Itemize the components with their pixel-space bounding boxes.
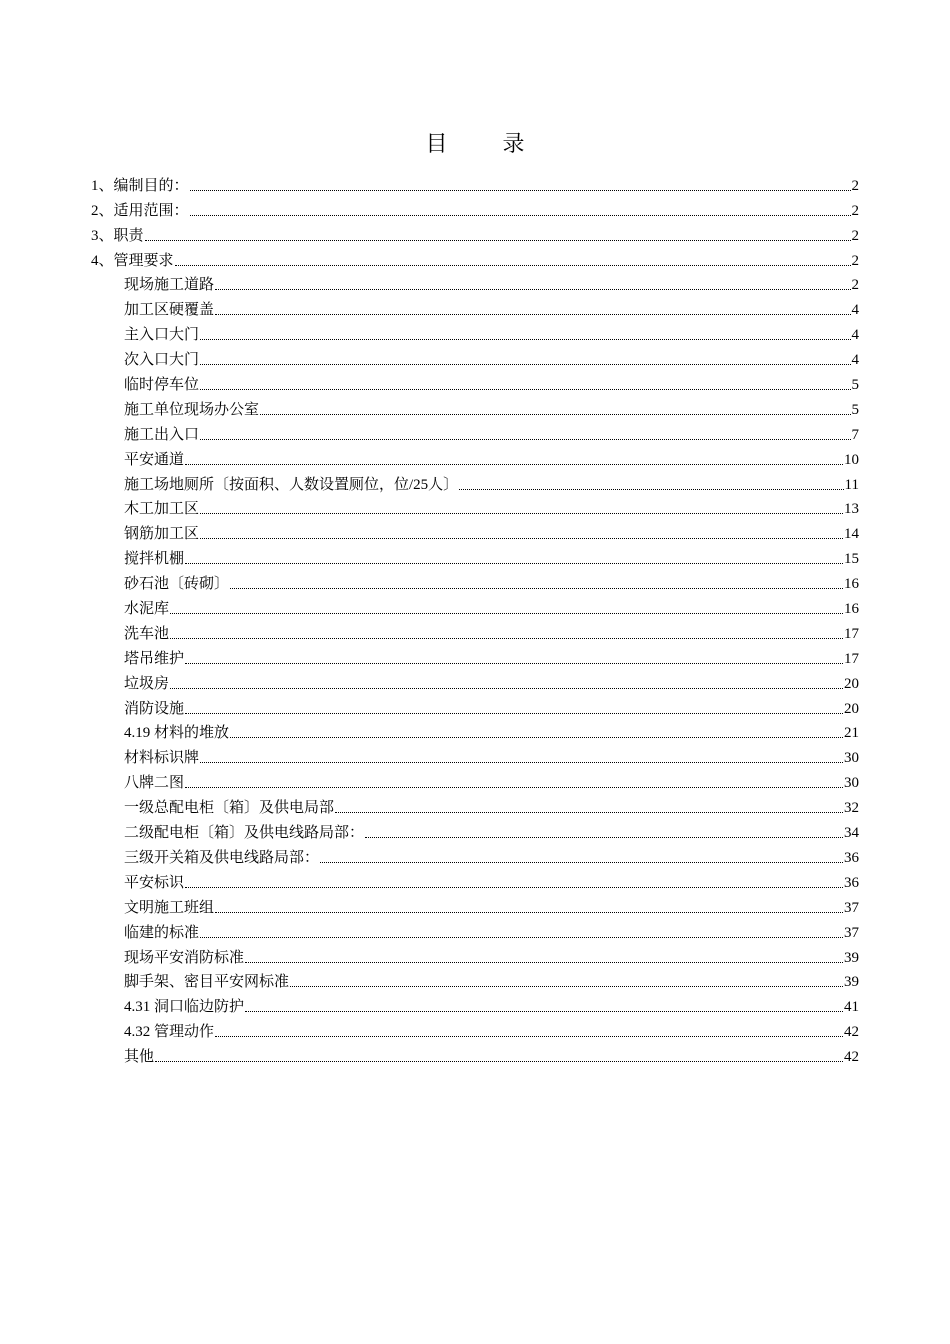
toc-entry-page-number: 2: [851, 252, 859, 269]
toc-dot-leader: [175, 265, 851, 266]
toc-entry-page-number: 2: [851, 177, 859, 194]
toc-entry-label: 施工场地厕所〔按面积、人数设置厕位，位/25人〕: [124, 476, 459, 493]
toc-dot-leader: [320, 862, 843, 863]
toc-entry-page-number: 30: [844, 750, 859, 767]
toc-entry[interactable]: [91, 395, 859, 420]
toc-dot-leader: [145, 240, 851, 241]
toc-entry-page-number: 30: [844, 775, 859, 792]
toc-dot-leader: [190, 190, 851, 191]
toc-dot-leader: [200, 389, 850, 390]
toc-entry-page-number: 5: [851, 377, 859, 394]
toc-entry[interactable]: [91, 221, 859, 246]
toc-dot-leader: [185, 713, 843, 714]
toc-entry[interactable]: [91, 719, 859, 744]
toc-dot-leader: [245, 1011, 843, 1012]
toc-entry[interactable]: [91, 943, 859, 968]
toc-entry[interactable]: [91, 345, 859, 370]
toc-entry-label: 洗车池: [124, 625, 170, 642]
toc-entry-label: 3、职责: [91, 227, 144, 244]
toc-entry-page-number: 17: [844, 625, 859, 642]
toc-entry[interactable]: [91, 644, 859, 669]
toc-entry-label: 平安标识: [124, 874, 185, 891]
toc-entry-label: 八牌二图: [124, 775, 185, 792]
toc-entry-label: 二级配电柜〔箱〕及供电线路局部：: [124, 825, 365, 842]
toc-entry-label: 三级开关箱及供电线路局部：: [124, 849, 320, 866]
toc-entry-label: 脚手架、密目平安网标准: [124, 974, 290, 991]
toc-entry-page-number: 2: [851, 227, 859, 244]
toc-entry[interactable]: [91, 420, 859, 445]
toc-entry[interactable]: [91, 370, 859, 395]
toc-entry-page-number: 20: [844, 700, 859, 717]
toc-entry-label: 木工加工区: [124, 501, 200, 518]
toc-dot-leader: [185, 663, 843, 664]
toc-entry-label: 2、适用范围：: [91, 202, 189, 219]
toc-entry[interactable]: [91, 519, 859, 544]
toc-entry[interactable]: [91, 246, 859, 271]
toc-entry-page-number: 16: [844, 601, 859, 618]
toc-dot-leader: [185, 787, 843, 788]
toc-dot-leader: [200, 339, 850, 340]
toc-entry-page-number: 41: [844, 999, 859, 1016]
toc-entry[interactable]: [91, 768, 859, 793]
toc-entry-label: 平安通道: [124, 451, 185, 468]
toc-dot-leader: [200, 439, 850, 440]
toc-entry[interactable]: [91, 868, 859, 893]
toc-entry-page-number: 36: [844, 849, 859, 866]
toc-entry-label: 临时停车位: [124, 377, 200, 394]
toc-entry-page-number: 37: [844, 924, 859, 941]
toc-dot-leader: [230, 588, 843, 589]
toc-entry-page-number: 32: [844, 800, 859, 817]
toc-dot-leader: [245, 962, 843, 963]
toc-entry[interactable]: [91, 694, 859, 719]
toc-entry-page-number: 16: [844, 576, 859, 593]
toc-entry[interactable]: [91, 743, 859, 768]
toc-dot-leader: [190, 215, 851, 216]
toc-entry-label: 其他: [124, 1049, 155, 1066]
toc-entry-page-number: 39: [844, 974, 859, 991]
toc-dot-leader: [200, 538, 843, 539]
toc-entry-page-number: 15: [844, 551, 859, 568]
toc-dot-leader: [365, 837, 843, 838]
toc-entry[interactable]: [91, 320, 859, 345]
toc-entry-label: 加工区硬覆盖: [124, 302, 215, 319]
toc-entry-label: 材料标识牌: [124, 750, 200, 767]
toc-dot-leader: [200, 762, 843, 763]
toc-entry-label: 4.31 洞口临边防护: [124, 999, 245, 1016]
toc-entry[interactable]: [91, 893, 859, 918]
toc-dot-leader: [230, 737, 843, 738]
toc-entry-label: 塔吊维护: [124, 650, 185, 667]
toc-entry-label: 钢筋加工区: [124, 526, 200, 543]
toc-dot-leader: [260, 414, 850, 415]
toc-entry-label: 施工单位现场办公室: [124, 401, 260, 418]
toc-entry-page-number: 4: [851, 352, 859, 369]
toc-entry-page-number: 5: [851, 401, 859, 418]
toc-dot-leader: [200, 937, 843, 938]
toc-entry[interactable]: [91, 918, 859, 943]
toc-entry-label: 现场平安消防标准: [124, 949, 245, 966]
toc-dot-leader: [215, 912, 843, 913]
toc-entry[interactable]: [91, 619, 859, 644]
toc-entry-page-number: 4: [851, 327, 859, 344]
toc-entry-page-number: 42: [844, 1024, 859, 1041]
toc-dot-leader: [170, 688, 843, 689]
toc-entry[interactable]: [91, 793, 859, 818]
toc-dot-leader: [215, 314, 850, 315]
toc-entry[interactable]: [91, 968, 859, 993]
toc-entry-label: 临建的标准: [124, 924, 200, 941]
toc-entry-label: 垃圾房: [124, 675, 170, 692]
toc-entry-page-number: 7: [851, 426, 859, 443]
toc-entry-page-number: 10: [844, 451, 859, 468]
toc-dot-leader: [185, 563, 843, 564]
toc-entry-label: 次入口大门: [124, 352, 200, 369]
toc-dot-leader: [459, 489, 843, 490]
toc-dot-leader: [215, 1036, 843, 1037]
toc-dot-leader: [200, 364, 850, 365]
toc-entry-page-number: 34: [844, 825, 859, 842]
toc-entry[interactable]: [91, 843, 859, 868]
toc-title: 目 录: [425, 132, 549, 157]
toc-entry-page-number: 13: [844, 501, 859, 518]
toc-entry-page-number: 37: [844, 899, 859, 916]
toc-entry-page-number: 42: [844, 1049, 859, 1066]
toc-entry[interactable]: [91, 569, 859, 594]
toc-dot-leader: [215, 289, 850, 290]
toc-dot-leader: [335, 812, 843, 813]
toc-entry-label: 4.19 材料的堆放: [124, 725, 230, 742]
toc-dot-leader: [185, 887, 843, 888]
toc-entry[interactable]: [91, 594, 859, 619]
toc-entry[interactable]: [91, 1017, 859, 1042]
toc-entry-label: 施工出入口: [124, 426, 200, 443]
toc-entry-page-number: 11: [844, 476, 859, 493]
toc-entry[interactable]: [91, 470, 859, 495]
toc-entry-page-number: 39: [844, 949, 859, 966]
toc-dot-leader: [290, 986, 843, 987]
toc-entry-page-number: 17: [844, 650, 859, 667]
toc-dot-leader: [200, 513, 843, 514]
toc-entry[interactable]: [91, 669, 859, 694]
toc-entry-label: 主入口大门: [124, 327, 200, 344]
toc-entry[interactable]: [91, 992, 859, 1017]
toc-entry[interactable]: [91, 171, 859, 196]
toc-entry-label: 1、编制目的：: [91, 177, 189, 194]
toc-entry-page-number: 20: [844, 675, 859, 692]
toc-entry-label: 现场施工道路: [124, 277, 215, 294]
toc-entry-label: 4、管理要求: [91, 252, 174, 269]
toc-entry[interactable]: [91, 1042, 859, 1067]
toc-entry[interactable]: [91, 271, 859, 296]
toc-dot-leader: [185, 464, 843, 465]
toc-entry-label: 水泥库: [124, 601, 170, 618]
toc-entry-page-number: 2: [851, 202, 859, 219]
toc-entry[interactable]: [91, 818, 859, 843]
toc-entry[interactable]: [91, 196, 859, 221]
toc-entry[interactable]: [91, 445, 859, 470]
toc-entry[interactable]: [91, 295, 859, 320]
toc-entry-page-number: 2: [851, 277, 859, 294]
toc-entry[interactable]: [91, 495, 859, 520]
toc-entry-page-number: 36: [844, 874, 859, 891]
toc-entry-label: 文明施工班组: [124, 899, 215, 916]
toc-entry-page-number: 21: [844, 725, 859, 742]
toc-dot-leader: [170, 638, 843, 639]
toc-entry-label: 一级总配电柜〔箱〕及供电局部: [124, 800, 335, 817]
toc-entry-label: 砂石池〔砖砌〕: [124, 576, 230, 593]
toc-entry-label: 消防设施: [124, 700, 185, 717]
toc-entry-page-number: 4: [851, 302, 859, 319]
toc-entry-label: 4.32 管理动作: [124, 1024, 215, 1041]
toc-list: [91, 171, 859, 1067]
toc-dot-leader: [155, 1061, 843, 1062]
toc-entry-page-number: 14: [844, 526, 859, 543]
toc-entry-label: 搅拌机棚: [124, 551, 185, 568]
toc-dot-leader: [170, 613, 843, 614]
toc-entry[interactable]: [91, 544, 859, 569]
